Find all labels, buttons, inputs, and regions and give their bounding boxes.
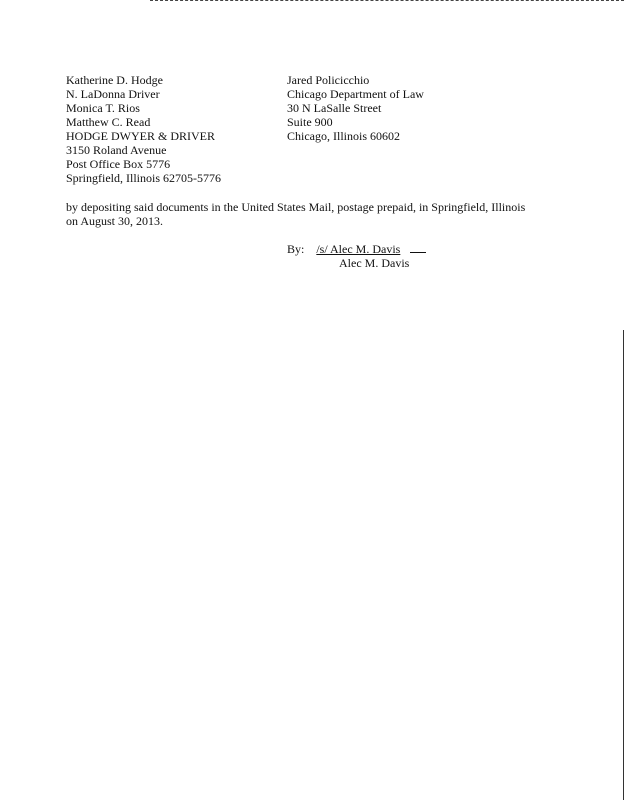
address-line: Jared Policicchio bbox=[287, 73, 370, 87]
address-line: Katherine D. Hodge bbox=[66, 73, 163, 87]
address-line: Post Office Box 5776 bbox=[66, 157, 171, 171]
service-statement bbox=[66, 200, 546, 228]
address-line: Matthew C. Read bbox=[66, 115, 151, 129]
address-line: 3150 Roland Avenue bbox=[66, 143, 167, 157]
address-line: Monica T. Rios bbox=[66, 101, 140, 115]
signature-block bbox=[287, 242, 426, 270]
statement-line: by depositing said documents in the United States Mail, postage prepaid, in Springfield, Illinois bbox=[66, 200, 526, 214]
by-label: By: bbox=[287, 242, 305, 256]
address-line: Springfield, Illinois 62705-5776 bbox=[66, 171, 221, 185]
address-line: 30 N LaSalle Street bbox=[287, 101, 382, 115]
signature-line bbox=[287, 242, 426, 256]
service-list-left bbox=[66, 73, 221, 185]
scan-edge-mark bbox=[150, 0, 624, 2]
address-line: Chicago, Illinois 60602 bbox=[287, 129, 400, 143]
address-line: Suite 900 bbox=[287, 115, 333, 129]
statement-line: on August 30, 2013. bbox=[66, 214, 164, 228]
signer-name: Alec M. Davis bbox=[339, 256, 410, 270]
signature-underline bbox=[410, 242, 426, 253]
address-line: HODGE DWYER & DRIVER bbox=[66, 129, 215, 143]
address-line: Chicago Department of Law bbox=[287, 87, 424, 101]
electronic-signature: /s/ Alec M. Davis bbox=[316, 242, 401, 256]
service-list-right bbox=[287, 73, 424, 143]
address-line: N. LaDonna Driver bbox=[66, 87, 160, 101]
